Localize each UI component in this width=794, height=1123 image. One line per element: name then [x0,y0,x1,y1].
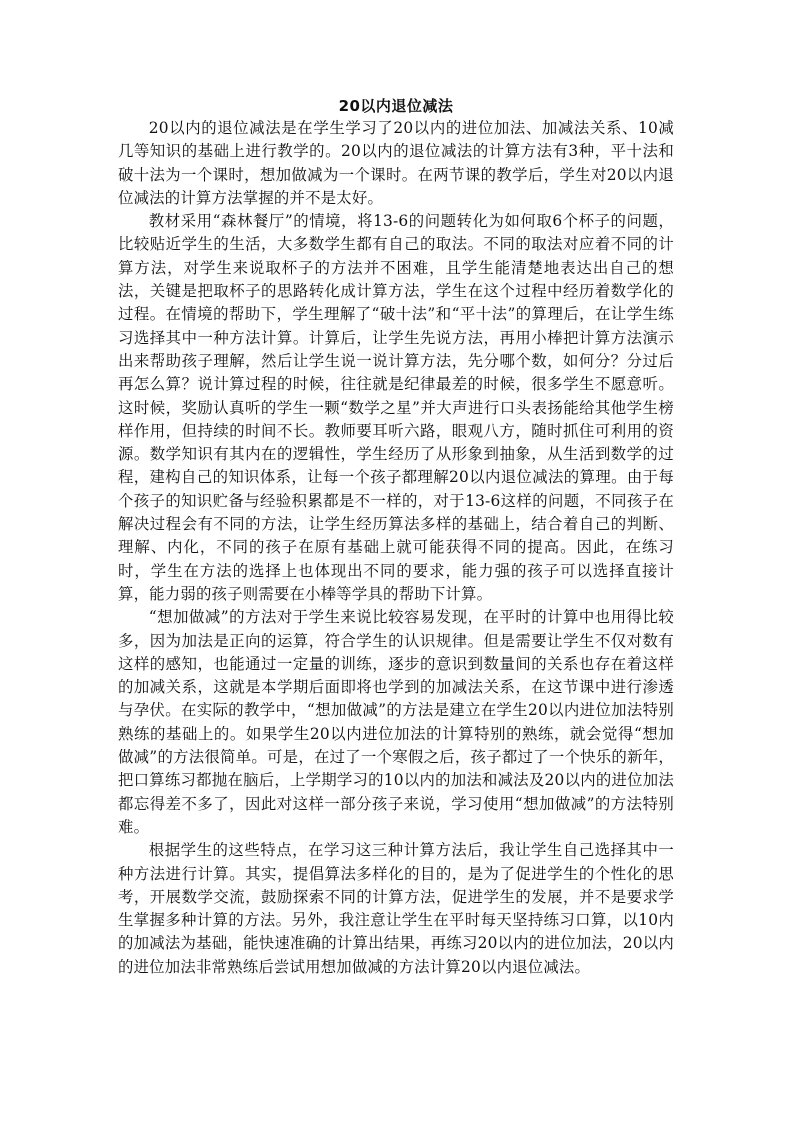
paragraph-4: 根据学生的这些特点，在学习这三种计算方法后，我让学生自己选择其中一种方法进行计算。其实，提倡算法多样化的目的，是为了促进学生的个性化的思考，开展数学交流，鼓励探索不同的计算方法，促进学生的发展，并不是要求学生掌握多种计算的方法。另外，我注意让学生在平时每天坚持练习口算，以10内的加减法为基础，能快速准确的计算出结果，再练习20以内的进位加法，20以内的进位加法非常熟练后尝试用想加做减的方法计算20以内退位减法。 [118,841,674,976]
document-page [118,95,674,979]
paragraph-1: 20以内的退位减法是在学生学习了20以内的进位加法、加减法关系、10减几等知识的基础上进行教学的。20以内的退位减法的计算方法有3种，平十法和破十法为一个课时，想加做减为一个课时。在两节课的教学后，学生对20以内退位减法的计算方法掌握的并不是太好。 [118,119,674,207]
paragraph-2: 教材采用“森林餐厅”的情境，将13-6的问题转化为如何取6个杯子的问题，比较贴近学生的生活，大多数学生都有自己的取法。不同的取法对应着不同的计算方法，对学生来说取杯子的方法并不困难，且学生能清楚地表达出自己的想法，关键是把取杯子的思路转化成计算方法，学生在这个过程中经历着数学化的过程。在情境的帮助下，学生理解了“破十法”和“平十法”的算理后，在让学生练习选择其中一种方法计算。计算后，让学生先说方法，再用小棒把计算方法演示出来帮助孩子理解，然后让学生说一说计算方法，先分哪个数，如何分？分过后再怎么算？说计算过程的时候，往往就是纪律最差的时候，很多学生不愿意听。这时候，奖励认真听的学生一颗“数学之星”并大声进行口头表扬能给其他学生榜样作用，但持续的时间不长。教师要耳听六路，眼观八方，随时抓住可利用的资源。数学知识有其内在的逻辑性，学生经历了从形象到抽象，从生活到数学的过程，建构自己的知识体系，让每一个孩子都理解20以内退位减法的算理。由于每个孩子的知识贮备与经验积累都是不一样的，对于13-6这样的问题，不同孩子在解决过程会有不同的方法，让学生经历算法多样的基础上，结合着自己的判断、理解、内化，不同的孩子在原有基础上就可能获得不同的提高。因此，在练习时，学生在方法的选择上也体现出不同的要求，能力强的孩子可以选择直接计算，能力弱的孩子则需要在小棒等学具的帮助下计算。 [118,212,674,603]
document-title: 20以内退位减法 [338,97,454,115]
paragraph-3: “想加做减”的方法对于学生来说比较容易发现，在平时的计算中也用得比较多，因为加法是正向的运算，符合学生的认识规律。但是需要让学生不仅对数有这样的感知，也能通过一定量的训练，逐步的意识到数量间的关系也存在着这样的加减关系，这就是本学期后面即将也学到的加减法关系，在这节课中进行渗透与孕伏。在实际的教学中，“想加做减”的方法是建立在学生20以内进位加法特别熟练的基础上的。如果学生20以内进位加法的计算特别的熟练，就会觉得“想加做减”的方法很简单。可是，在过了一个寒假之后，孩子都过了一个快乐的新年，把口算练习都抛在脑后，上学期学习的10以内的加法和减法及20以内的进位加法都忘得差不多了，因此对这样一部分孩子来说，学习使用“想加做减”的方法特别难。 [118,608,674,836]
